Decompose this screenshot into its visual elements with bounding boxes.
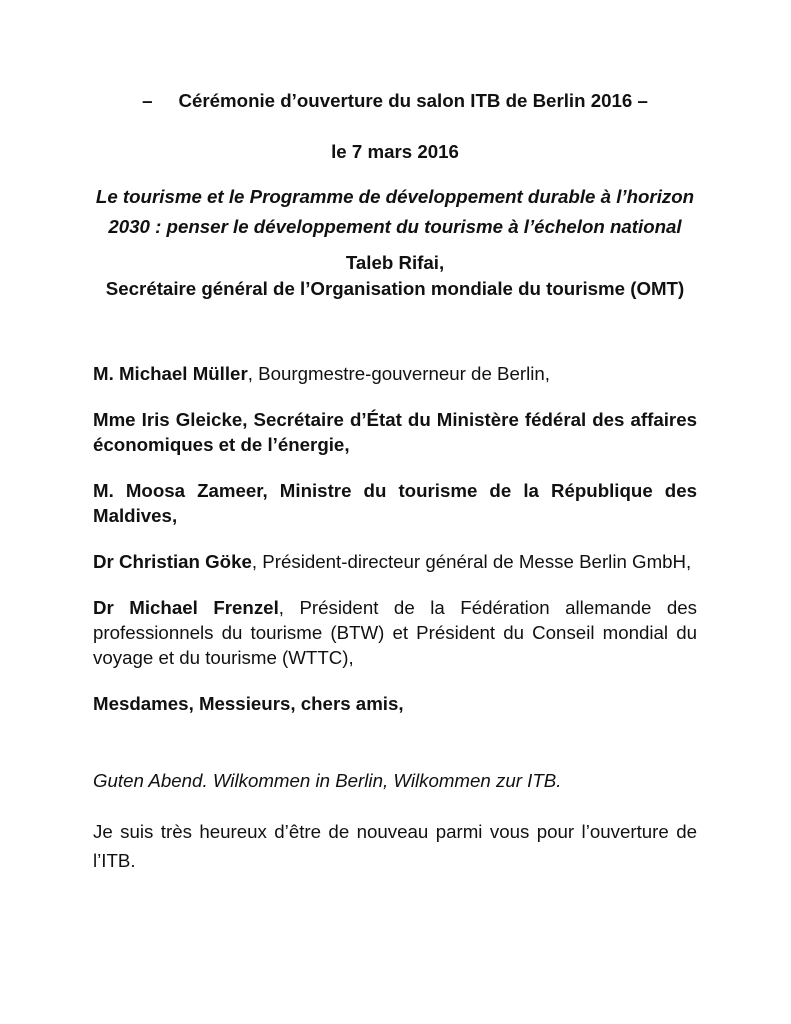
speech-body — [93, 361, 697, 875]
speaker-title: Secrétaire général de l’Organisation mondiale du tourisme (OMT) — [105, 278, 685, 299]
speaker-name: Taleb Rifai, — [345, 252, 445, 273]
salutation-frenzel — [93, 595, 697, 670]
salutation-frenzel-name: Dr Michael Frenzel — [93, 597, 279, 618]
salutation-audience — [93, 691, 697, 716]
salutation-zameer — [93, 478, 697, 528]
salutation-goke-role: , Président-directeur général de Messe Berlin GmbH, — [251, 551, 692, 572]
salutation-audience-text: Mesdames, Messieurs, chers amis, — [93, 693, 404, 714]
document-title: – Cérémonie d’ouverture du salon ITB de Berlin 2016 – — [142, 90, 648, 111]
salutation-muller-name: M. Michael Müller — [93, 363, 248, 384]
opening-line: Je suis très heureux d’être de nouveau parmi vous pour l’ouverture de l’ITB. — [93, 821, 697, 871]
salutation-muller-role: , Bourgmestre-gouverneur de Berlin, — [247, 363, 551, 384]
speaker-block — [93, 250, 697, 302]
salutation-frenzel-role: , Président de la Fédération allemande des professionnels du tourisme (BTW) et Président du Conseil mondial du voyage et du tourisme (WTTC), — [93, 597, 697, 668]
speech-theme: Le tourisme et le Programme de développement durable à l’horizon 2030 : penser le développement du tourisme à l’échelon national — [95, 186, 695, 237]
salutation-gleicke-name: Mme Iris Gleicke, Secrétaire d’État du Ministère fédéral des affaires économiques et de l’énergie, — [93, 409, 697, 455]
greeting-line: Guten Abend. Wilkommen in Berlin, Wilkommen zur ITB. — [93, 770, 562, 791]
document-date: le 7 mars 2016 — [331, 141, 459, 162]
salutation-gleicke — [93, 407, 697, 457]
salutation-muller — [93, 361, 697, 386]
salutation-goke — [93, 549, 697, 574]
document-header — [93, 88, 697, 302]
salutation-goke-name: Dr Christian Göke — [93, 551, 252, 572]
salutation-zameer-name: M. Moosa Zameer, Ministre du tourisme de la République des Maldives, — [93, 480, 697, 526]
